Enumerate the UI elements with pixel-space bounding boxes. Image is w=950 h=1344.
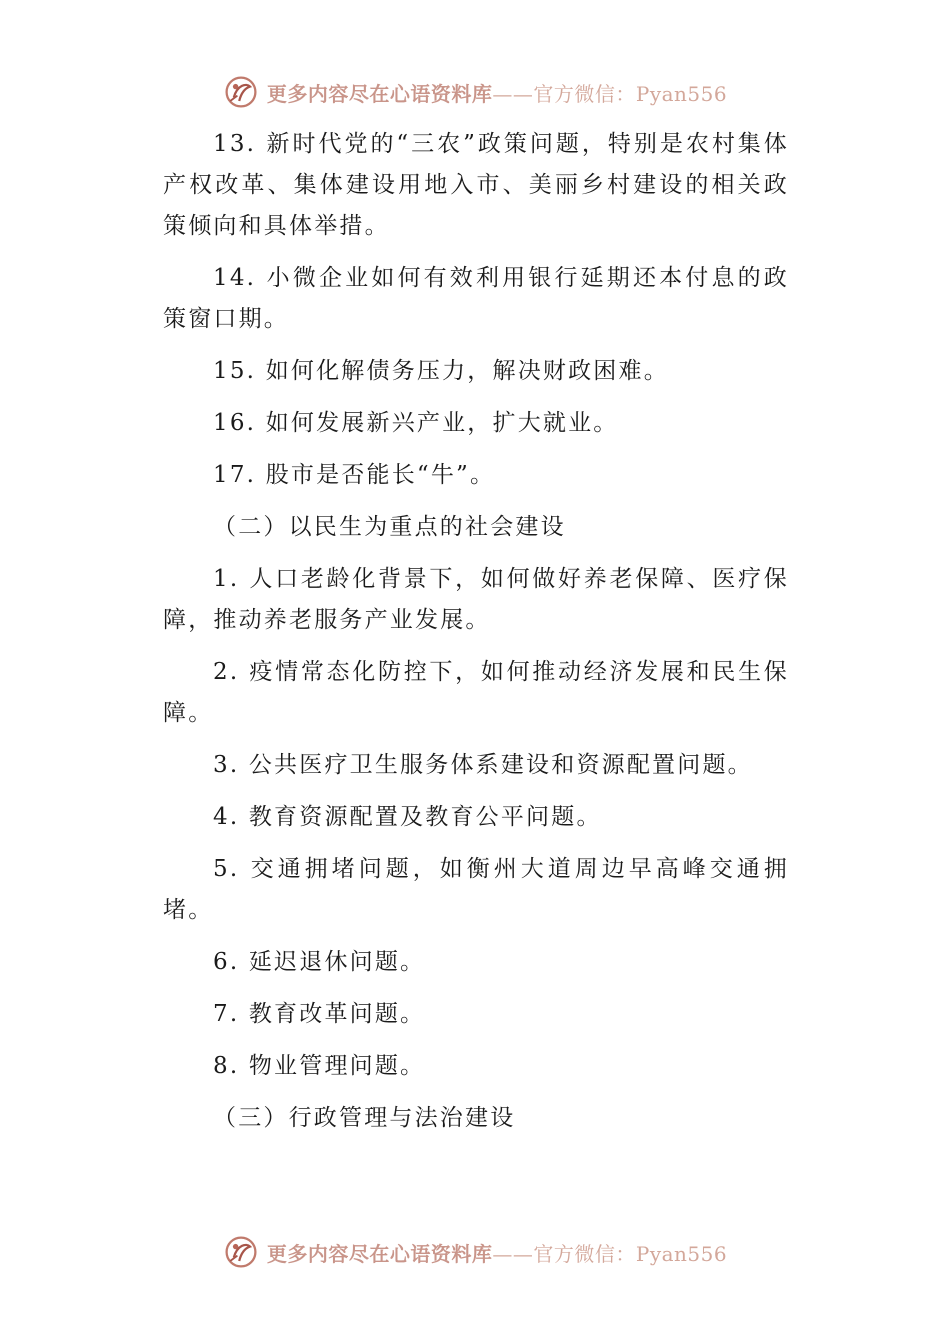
paragraph-item-s8: 8. 物业管理问题。 <box>213 1053 426 1079</box>
watermark-prefix: 更多内容尽在心语资料库 <box>266 81 493 106</box>
paragraph-item-s7: 7. 教育改革问题。 <box>213 1001 426 1027</box>
paragraph-item-16: 16. 如何发展新兴产业，扩大就业。 <box>213 410 619 436</box>
section-heading-two: （二）以民生为重点的社会建设 <box>213 514 566 540</box>
paragraph-item-13: 13. 新时代党的“三农”政策问题，特别是农村集体产权改革、集体建设用地入市、美丽乡村建设的相关政策倾向和具体举措。 <box>163 131 789 239</box>
document-body <box>163 124 789 1150</box>
watermark-text <box>267 1238 727 1267</box>
paragraph-item-14: 14. 小微企业如何有效利用银行延期还本付息的政策窗口期。 <box>163 265 789 332</box>
paragraph-item-s4: 4. 教育资源配置及教育公平问题。 <box>213 804 602 830</box>
paragraph-item-s3: 3. 公共医疗卫生服务体系建设和资源配置问题。 <box>213 752 753 778</box>
watermark-suffix: 官方微信：Pyan556 <box>533 81 728 106</box>
watermark-separator: —— <box>492 81 534 106</box>
section-heading-three: （三）行政管理与法治建设 <box>213 1105 516 1131</box>
paragraph-item-s5: 5. 交通拥堵问题，如衡州大道周边早高峰交通拥堵。 <box>163 856 789 923</box>
paragraph-item-s2: 2. 疫情常态化防控下，如何推动经济发展和民生保障。 <box>163 659 789 726</box>
watermark-text <box>267 78 727 107</box>
watermark-prefix: 更多内容尽在心语资料库 <box>266 1241 493 1266</box>
watermark-footer <box>0 1232 950 1272</box>
watermark-group <box>223 1234 727 1270</box>
flower-logo-icon <box>223 1234 259 1270</box>
paragraph-item-s6: 6. 延迟退休问题。 <box>213 949 426 975</box>
paragraph-item-15: 15. 如何化解债务压力，解决财政困难。 <box>213 358 669 384</box>
paragraph-item-s1: 1. 人口老龄化背景下，如何做好养老保障、医疗保障，推动养老服务产业发展。 <box>163 566 789 633</box>
watermark-suffix: 官方微信：Pyan556 <box>533 1241 728 1266</box>
flower-logo-icon <box>223 74 259 110</box>
watermark-separator: —— <box>492 1241 534 1266</box>
watermark-group <box>223 74 727 110</box>
watermark-header <box>0 72 950 112</box>
paragraph-item-17: 17. 股市是否能长“牛”。 <box>213 462 496 488</box>
